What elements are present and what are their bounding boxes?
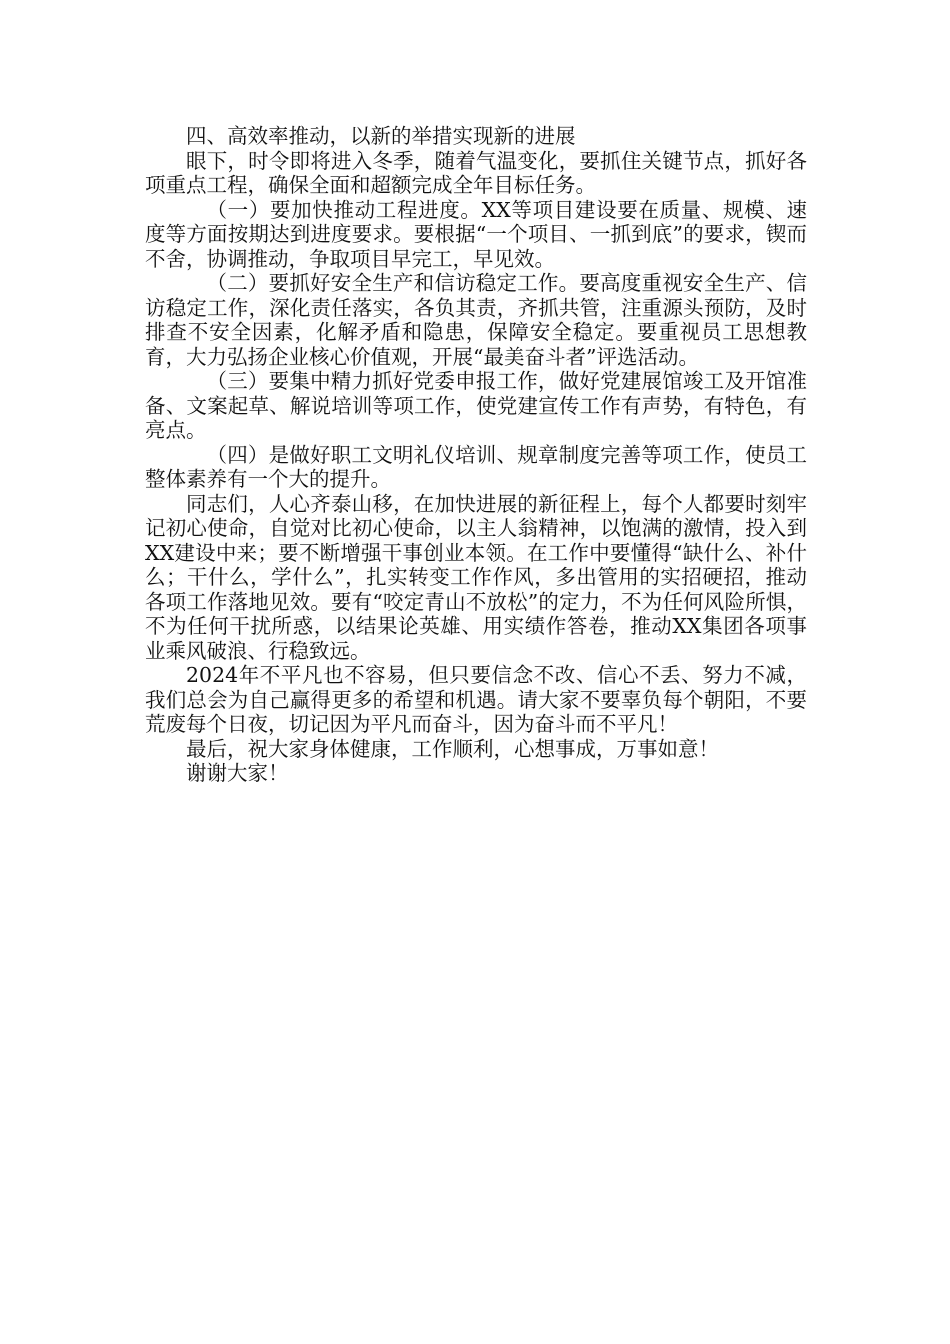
paragraph-wishes: 最后，祝大家身体健康，工作顺利，心想事成，万事如意！ (186, 736, 719, 761)
paragraph-item-1: （一）要加快推动工程进度。XX等项目建设要在质量、规模、速度等方面按期达到进度要求。要根据“一个项目、一抓到底”的要求，锲而不舍，协调推动，争取项目早完工，早见效。 (145, 197, 807, 271)
paragraph-item-4: （四）是做好职工文明礼仪培训、规章制度完善等项工作，使员工整体素养有一个大的提升。 (145, 442, 807, 491)
paragraph-intro: 眼下，时令即将进入冬季，随着气温变化，要抓住关键节点，抓好各项重点工程，确保全面和超额完成全年目标任务。 (145, 148, 807, 197)
section-heading: 四、高效率推动，以新的举措实现新的进展 (186, 124, 576, 148)
document-body (145, 124, 807, 786)
paragraph-item-2: （二）要抓好安全生产和信访稳定工作。要高度重视安全生产、信访稳定工作，深化责任落实，各负其责，齐抓共管，注重源头预防，及时排查不安全因素，化解矛盾和隐患，保障安全稳定。要重视员工思想教育，大力弘扬企业核心价值观，开展“最美奋斗者”评选活动。 (145, 271, 807, 369)
paragraph-item-3: （三）要集中精力抓好党委申报工作，做好党建展馆竣工及开馆准备、文案起草、解说培训等项工作，使党建宣传工作有声势，有特色，有亮点。 (145, 369, 807, 442)
paragraph-thanks: 谢谢大家！ (186, 761, 289, 785)
paragraph-comrades: 同志们，人心齐泰山移，在加快进展的新征程上，每个人都要时刻牢记初心使命，自觉对比初心使命，以主人翁精神，以饱满的激情，投入到XX建设中来；要不断增强干事创业本领。在工作中要懂得“缺什么、补什么；干什么，学什么”，扎实转变工作作风，多出管用的实招硬招，推动各项工作落地见效。要有“咬定青山不放松”的定力，不为任何风险所惧，不为任何干扰所惑，以结果论英雄、用实绩作答卷，推动XX集团各项事业乘风破浪、行稳致远。 (145, 491, 807, 663)
paragraph-year: 2024年不平凡也不容易，但只要信念不改、信心不丢、努力不减，我们总会为自己赢得更多的希望和机遇。请大家不要辜负每个朝阳，不要荒废每个日夜，切记因为平凡而奋斗，因为奋斗而不平凡！ (145, 663, 807, 736)
